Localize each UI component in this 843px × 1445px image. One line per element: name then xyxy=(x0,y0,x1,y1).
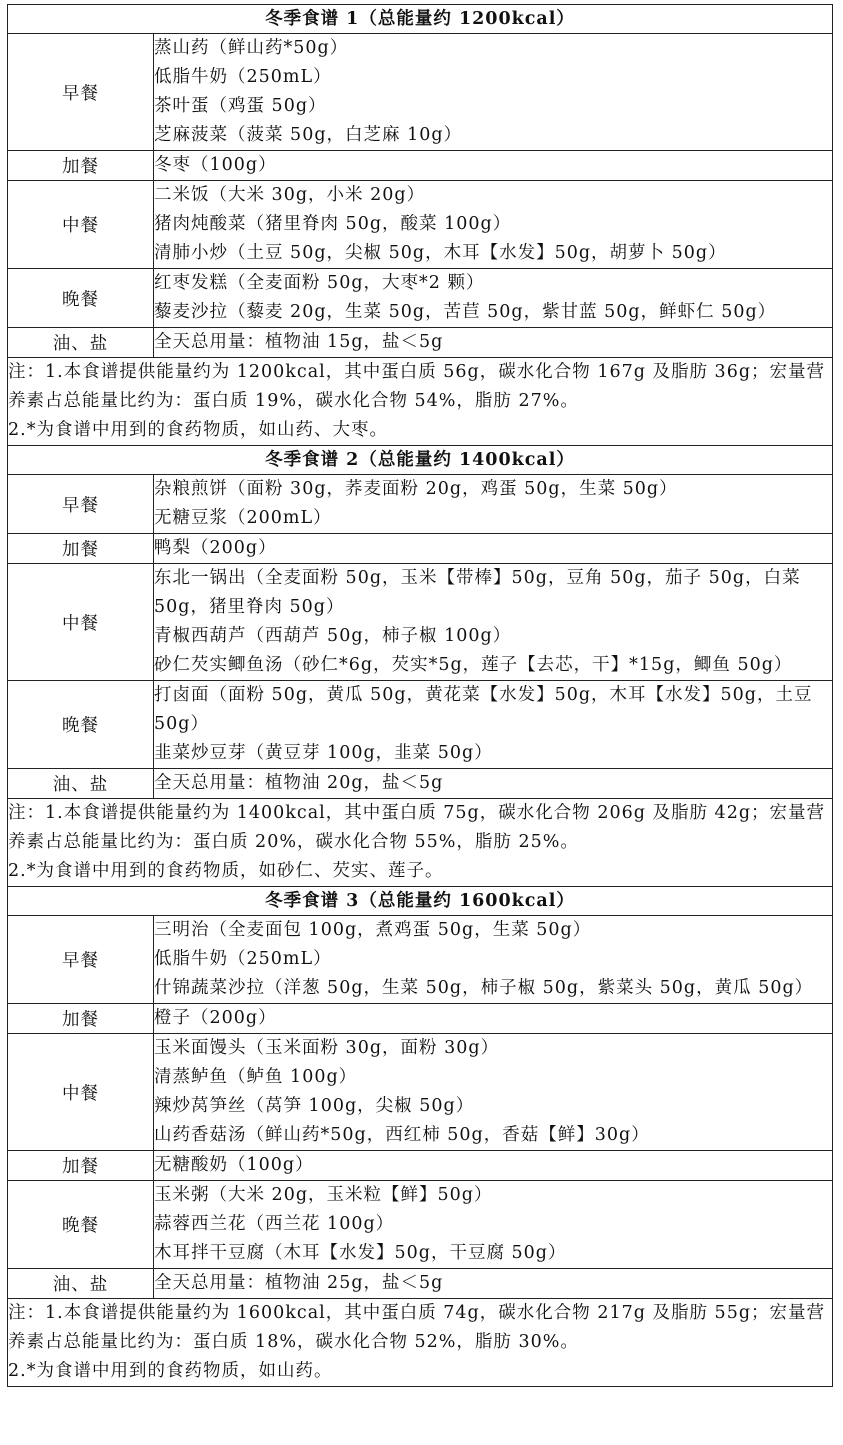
menu-table-2 xyxy=(7,446,833,887)
meal-items xyxy=(154,475,833,534)
dish-item: 打卤面（面粉 50g，黄瓜 50g，黄花菜【水发】50g，木耳【水发】50g，土豆 50g） xyxy=(154,685,813,734)
meal-name: 中餐 xyxy=(8,564,154,681)
dish-item: 东北一锅出（全麦面粉 50g，玉米【带棒】50g，豆角 50g，茄子 50g，白菜 50g，猪里脊肉 50g） xyxy=(154,568,801,617)
dish-item: 杂粮煎饼（面粉 30g，荞麦面粉 20g，鸡蛋 50g，生菜 50g） xyxy=(154,479,678,499)
meal-row xyxy=(8,1151,833,1181)
meal-name: 油、盐 xyxy=(8,1269,154,1299)
winter-menu-document xyxy=(7,4,833,1387)
meal-row xyxy=(8,181,833,269)
dish-item: 全天总用量：植物油 20g，盐＜5g xyxy=(154,773,444,793)
note-line: 2.*为食谱中用到的食药物质，如山药、大枣。 xyxy=(8,420,388,440)
meal-name: 加餐 xyxy=(8,151,154,181)
dish-item: 红枣发糕（全麦面粉 50g，大枣*2 颗） xyxy=(154,273,485,293)
meal-row xyxy=(8,916,833,1004)
meal-row xyxy=(8,564,833,681)
meal-row xyxy=(8,1004,833,1034)
meal-row xyxy=(8,34,833,151)
meal-name: 早餐 xyxy=(8,916,154,1004)
meal-name: 晚餐 xyxy=(8,1181,154,1269)
dish-item: 猪肉炖酸菜（猪里脊肉 50g，酸菜 100g） xyxy=(154,214,512,234)
dish-item: 木耳拌干豆腐（木耳【水发】50g，干豆腐 50g） xyxy=(154,1243,567,1263)
dish-item: 藜麦沙拉（藜麦 20g，生菜 50g，苦苣 50g，紫甘蓝 50g，鲜虾仁 50g） xyxy=(154,302,777,322)
menu-title: 冬季食谱 2（总能量约 1400kcal） xyxy=(8,446,833,475)
dish-item: 全天总用量：植物油 15g，盐＜5g xyxy=(154,332,444,352)
dish-item: 山药香菇汤（鲜山药*50g，西红柿 50g，香菇【鲜】30g） xyxy=(154,1125,650,1145)
dish-item: 无糖酸奶（100g） xyxy=(154,1155,314,1175)
menu-notes xyxy=(8,799,833,887)
menu-notes xyxy=(8,358,833,446)
note-line: 注：1.本食谱提供能量约为 1400kcal，其中蛋白质 75g，碳水化合物 206g 及脂肪 42g；宏量营养素占总能量比约为：蛋白质 20%，碳水化合物 55%，脂肪 25%。 xyxy=(8,803,826,852)
meal-row xyxy=(8,269,833,328)
meal-items xyxy=(154,328,833,358)
menu-title: 冬季食谱 3（总能量约 1600kcal） xyxy=(8,887,833,916)
menu-notes xyxy=(8,1299,833,1387)
meal-items xyxy=(154,181,833,269)
meal-row xyxy=(8,769,833,799)
meal-name: 油、盐 xyxy=(8,769,154,799)
dish-item: 蒜蓉西兰花（西兰花 100g） xyxy=(154,1214,395,1234)
meal-items xyxy=(154,269,833,328)
meal-name: 早餐 xyxy=(8,34,154,151)
note-line: 注：1.本食谱提供能量约为 1200kcal，其中蛋白质 56g，碳水化合物 167g 及脂肪 36g；宏量营养素占总能量比约为：蛋白质 19%，碳水化合物 54%，脂肪 27%。 xyxy=(8,362,826,411)
note-line: 2.*为食谱中用到的食药物质，如砂仁、芡实、莲子。 xyxy=(8,861,444,881)
menu-table-3 xyxy=(7,887,833,1387)
dish-item: 全天总用量：植物油 25g，盐＜5g xyxy=(154,1273,444,1293)
dish-item: 蒸山药（鲜山药*50g） xyxy=(154,38,349,58)
meal-name: 加餐 xyxy=(8,1151,154,1181)
dish-item: 玉米粥（大米 20g，玉米粒【鲜】50g） xyxy=(154,1185,493,1205)
dish-item: 辣炒莴笋丝（莴笋 100g，尖椒 50g） xyxy=(154,1096,475,1116)
dish-item: 橙子（200g） xyxy=(154,1008,277,1028)
dish-item: 茶叶蛋（鸡蛋 50g） xyxy=(154,96,327,116)
dish-item: 无糖豆浆（200mL） xyxy=(154,508,332,528)
meal-name: 中餐 xyxy=(8,181,154,269)
dish-item: 玉米面馒头（玉米面粉 30g，面粉 30g） xyxy=(154,1038,500,1058)
meal-items xyxy=(154,34,833,151)
meal-name: 中餐 xyxy=(8,1034,154,1151)
meal-items xyxy=(154,1181,833,1269)
dish-item: 砂仁芡实鲫鱼汤（砂仁*6g，芡实*5g，莲子【去芯，干】*15g，鲫鱼 50g） xyxy=(154,655,793,675)
dish-item: 三明治（全麦面包 100g，煮鸡蛋 50g，生菜 50g） xyxy=(154,920,592,940)
meal-items xyxy=(154,151,833,181)
meal-row xyxy=(8,151,833,181)
meal-items xyxy=(154,1151,833,1181)
dish-item: 低脂牛奶（250mL） xyxy=(154,949,332,969)
meal-name: 晚餐 xyxy=(8,269,154,328)
meal-items xyxy=(154,1034,833,1151)
meal-row xyxy=(8,475,833,534)
note-line: 注：1.本食谱提供能量约为 1600kcal，其中蛋白质 74g，碳水化合物 217g 及脂肪 55g；宏量营养素占总能量比约为：蛋白质 18%，碳水化合物 52%，脂肪 30%。 xyxy=(8,1303,826,1352)
meal-name: 加餐 xyxy=(8,1004,154,1034)
meal-name: 早餐 xyxy=(8,475,154,534)
meal-items xyxy=(154,564,833,681)
meal-items xyxy=(154,1269,833,1299)
dish-item: 低脂牛奶（250mL） xyxy=(154,67,332,87)
menu-title: 冬季食谱 1（总能量约 1200kcal） xyxy=(8,5,833,34)
meal-name: 晚餐 xyxy=(8,681,154,769)
meal-name: 油、盐 xyxy=(8,328,154,358)
dish-item: 二米饭（大米 30g，小米 20g） xyxy=(154,185,426,205)
dish-item: 芝麻菠菜（菠菜 50g，白芝麻 10g） xyxy=(154,125,463,145)
meal-row xyxy=(8,1181,833,1269)
meal-row xyxy=(8,534,833,564)
meal-row xyxy=(8,1034,833,1151)
dish-item: 清肺小炒（土豆 50g，尖椒 50g，木耳【水发】50g，胡萝卜 50g） xyxy=(154,243,727,263)
meal-items xyxy=(154,534,833,564)
menu-table-1 xyxy=(7,4,833,446)
dish-item: 青椒西葫芦（西葫芦 50g，柿子椒 100g） xyxy=(154,626,512,646)
meal-items xyxy=(154,681,833,769)
dish-item: 清蒸鲈鱼（鲈鱼 100g） xyxy=(154,1067,358,1087)
meal-row xyxy=(8,1269,833,1299)
dish-item: 韭菜炒豆芽（黄豆芽 100g，韭菜 50g） xyxy=(154,743,493,763)
meal-row xyxy=(8,328,833,358)
note-line: 2.*为食谱中用到的食药物质，如山药。 xyxy=(8,1361,333,1381)
meal-name: 加餐 xyxy=(8,534,154,564)
meal-items xyxy=(154,916,833,1004)
meal-items xyxy=(154,769,833,799)
dish-item: 什锦蔬菜沙拉（洋葱 50g，生菜 50g，柿子椒 50g，紫菜头 50g，黄瓜 50g） xyxy=(154,978,814,998)
dish-item: 冬枣（100g） xyxy=(154,155,277,175)
meal-row xyxy=(8,681,833,769)
dish-item: 鸭梨（200g） xyxy=(154,538,277,558)
meal-items xyxy=(154,1004,833,1034)
